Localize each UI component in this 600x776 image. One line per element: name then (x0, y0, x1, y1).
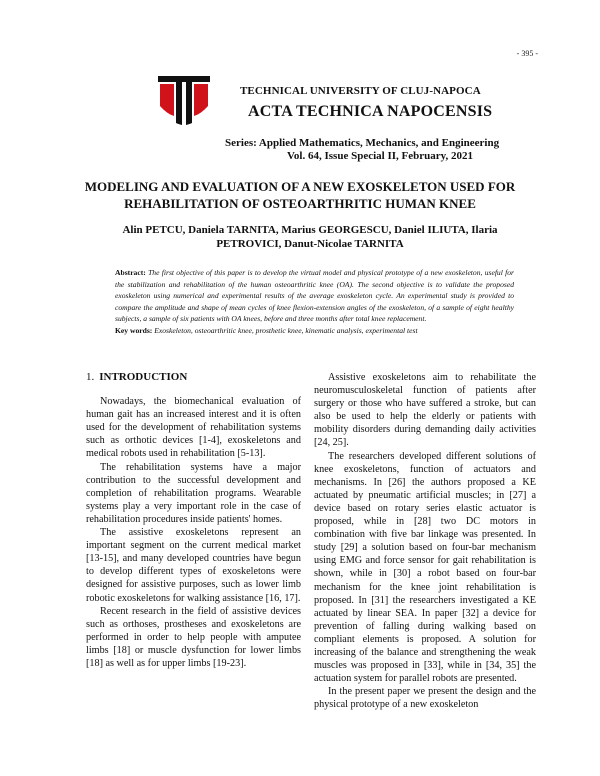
journal-series: Series: Applied Mathematics, Mechanics, and Engineering (225, 137, 500, 149)
journal-volume: Vol. 64, Issue Special II, February, 2021 (287, 150, 474, 162)
section-number: 1. (86, 371, 95, 383)
abstract-block (115, 267, 514, 337)
paper-title: MODELING AND EVALUATION OF A NEW EXOSKELETON USED FOR REHABILITATION OF OSTEOARTHRITIC HUMAN KNEE (84, 179, 516, 211)
paper-authors: Alin PETCU, Daniela TARNITA, Marius GEORGESCU, Daniel ILIUTA, Ilaria PETROVICI, Danut-Nicolae TARNITA (122, 224, 498, 250)
right-column (314, 371, 536, 711)
paragraph: In the present paper we present the design and the physical prototype of a new exoskeleton (314, 686, 536, 711)
keywords-text: Exoskeleton, osteoarthritic knee, prosthetic knee, kinematic analysis, experimental test (152, 325, 418, 335)
paragraph: The rehabilitation systems have a major contribution to the successful development and completion of rehabilitation programs. Wearable systems play a very important role in the case of rehabilitation procedures inside patients' homes. (86, 461, 301, 525)
university-name: TECHNICAL UNIVERSITY OF CLUJ-NAPOCA (240, 85, 481, 97)
section-title: INTRODUCTION (99, 371, 188, 383)
paragraph: Assistive exoskeletons aim to rehabilitate the neuromusculoskeletal function of patients after surgery or those who have suffered a stroke, but can also be used to help the elderly or patients with mobility disorders during demanding daily activities [24, 25]. (314, 372, 536, 449)
paragraph: The assistive exoskeletons represent an important segment on the current medical market [13-15], and many developed countries have begun to develop different types of exoskeletons were designed for assistive purposes, such as lower limb robotic exoskeletons for walking assistance [16, 17]. (86, 527, 301, 604)
abstract-text: The first objective of this paper is to develop the virtual model and physical prototype of a new exoskeleton, useful for the stabilization and rehabilitation of the human osteoarthritic knee (OA). The second objective is to validate the proposed exoskeleton using numerical and experimental results of the average exoskeleton cycle. An experimental study is provided to compare the amplitude and shape of mean cycles of knee flexion-extension angles of the exoskeleton, of a sample of eight healthy subjects, a sample of six patients with OA knees, before and three months after total knee replacement. (115, 268, 514, 324)
abstract-label: Abstract: (115, 268, 146, 277)
journal-name: ACTA TECHNICA NAPOCENSIS (248, 103, 493, 120)
keywords-label: Key words: (115, 325, 153, 335)
left-column (86, 371, 301, 670)
section-heading (86, 371, 301, 384)
paragraph: The researchers developed different solutions of knee exoskeletons, function of actuators and mechanisms. In [26] the authors proposed a KE actuated by pneumatic artificial muscles; in [27] a device based on rotary series elastic actuator is proposed, while in [28] two DC motors in combination with five bar linkage was presented. In study [29] a solution based on four-bar mechanism using EMG and force sensor for gait rehabilitation is shown, while in [30] a robot based on four-bar mechanism for the knee joint rehabilitation is proposed. In [31] the researchers investigated a KE actuated by linear SEA. In paper [32] a device for prevention of falling during walking based on compliant elements is proposed. A solution for increasing of the balance and strengthening the weak muscles was proposed in [33], while in [34, 35] the actuation system for parallel robots are presented. (314, 450, 536, 685)
paragraph: Recent research in the field of assistive devices such as orthoses, prostheses and exoskeletons are performed in order to help people with amputee limbs [18] or muscle dysfunction for lower limbs [18] as well as for upper limbs [19-23]. (86, 605, 301, 669)
page-number: - 395 - (516, 49, 538, 58)
paragraph: Nowadays, the biomechanical evaluation of human gait has an increased interest and it is often used for the development of rehabilitation systems such as orthotic devices [1-4], exoskeletons and medical robots used in rehabilitation [5-13]. (86, 396, 301, 460)
university-logo-icon (158, 76, 210, 126)
